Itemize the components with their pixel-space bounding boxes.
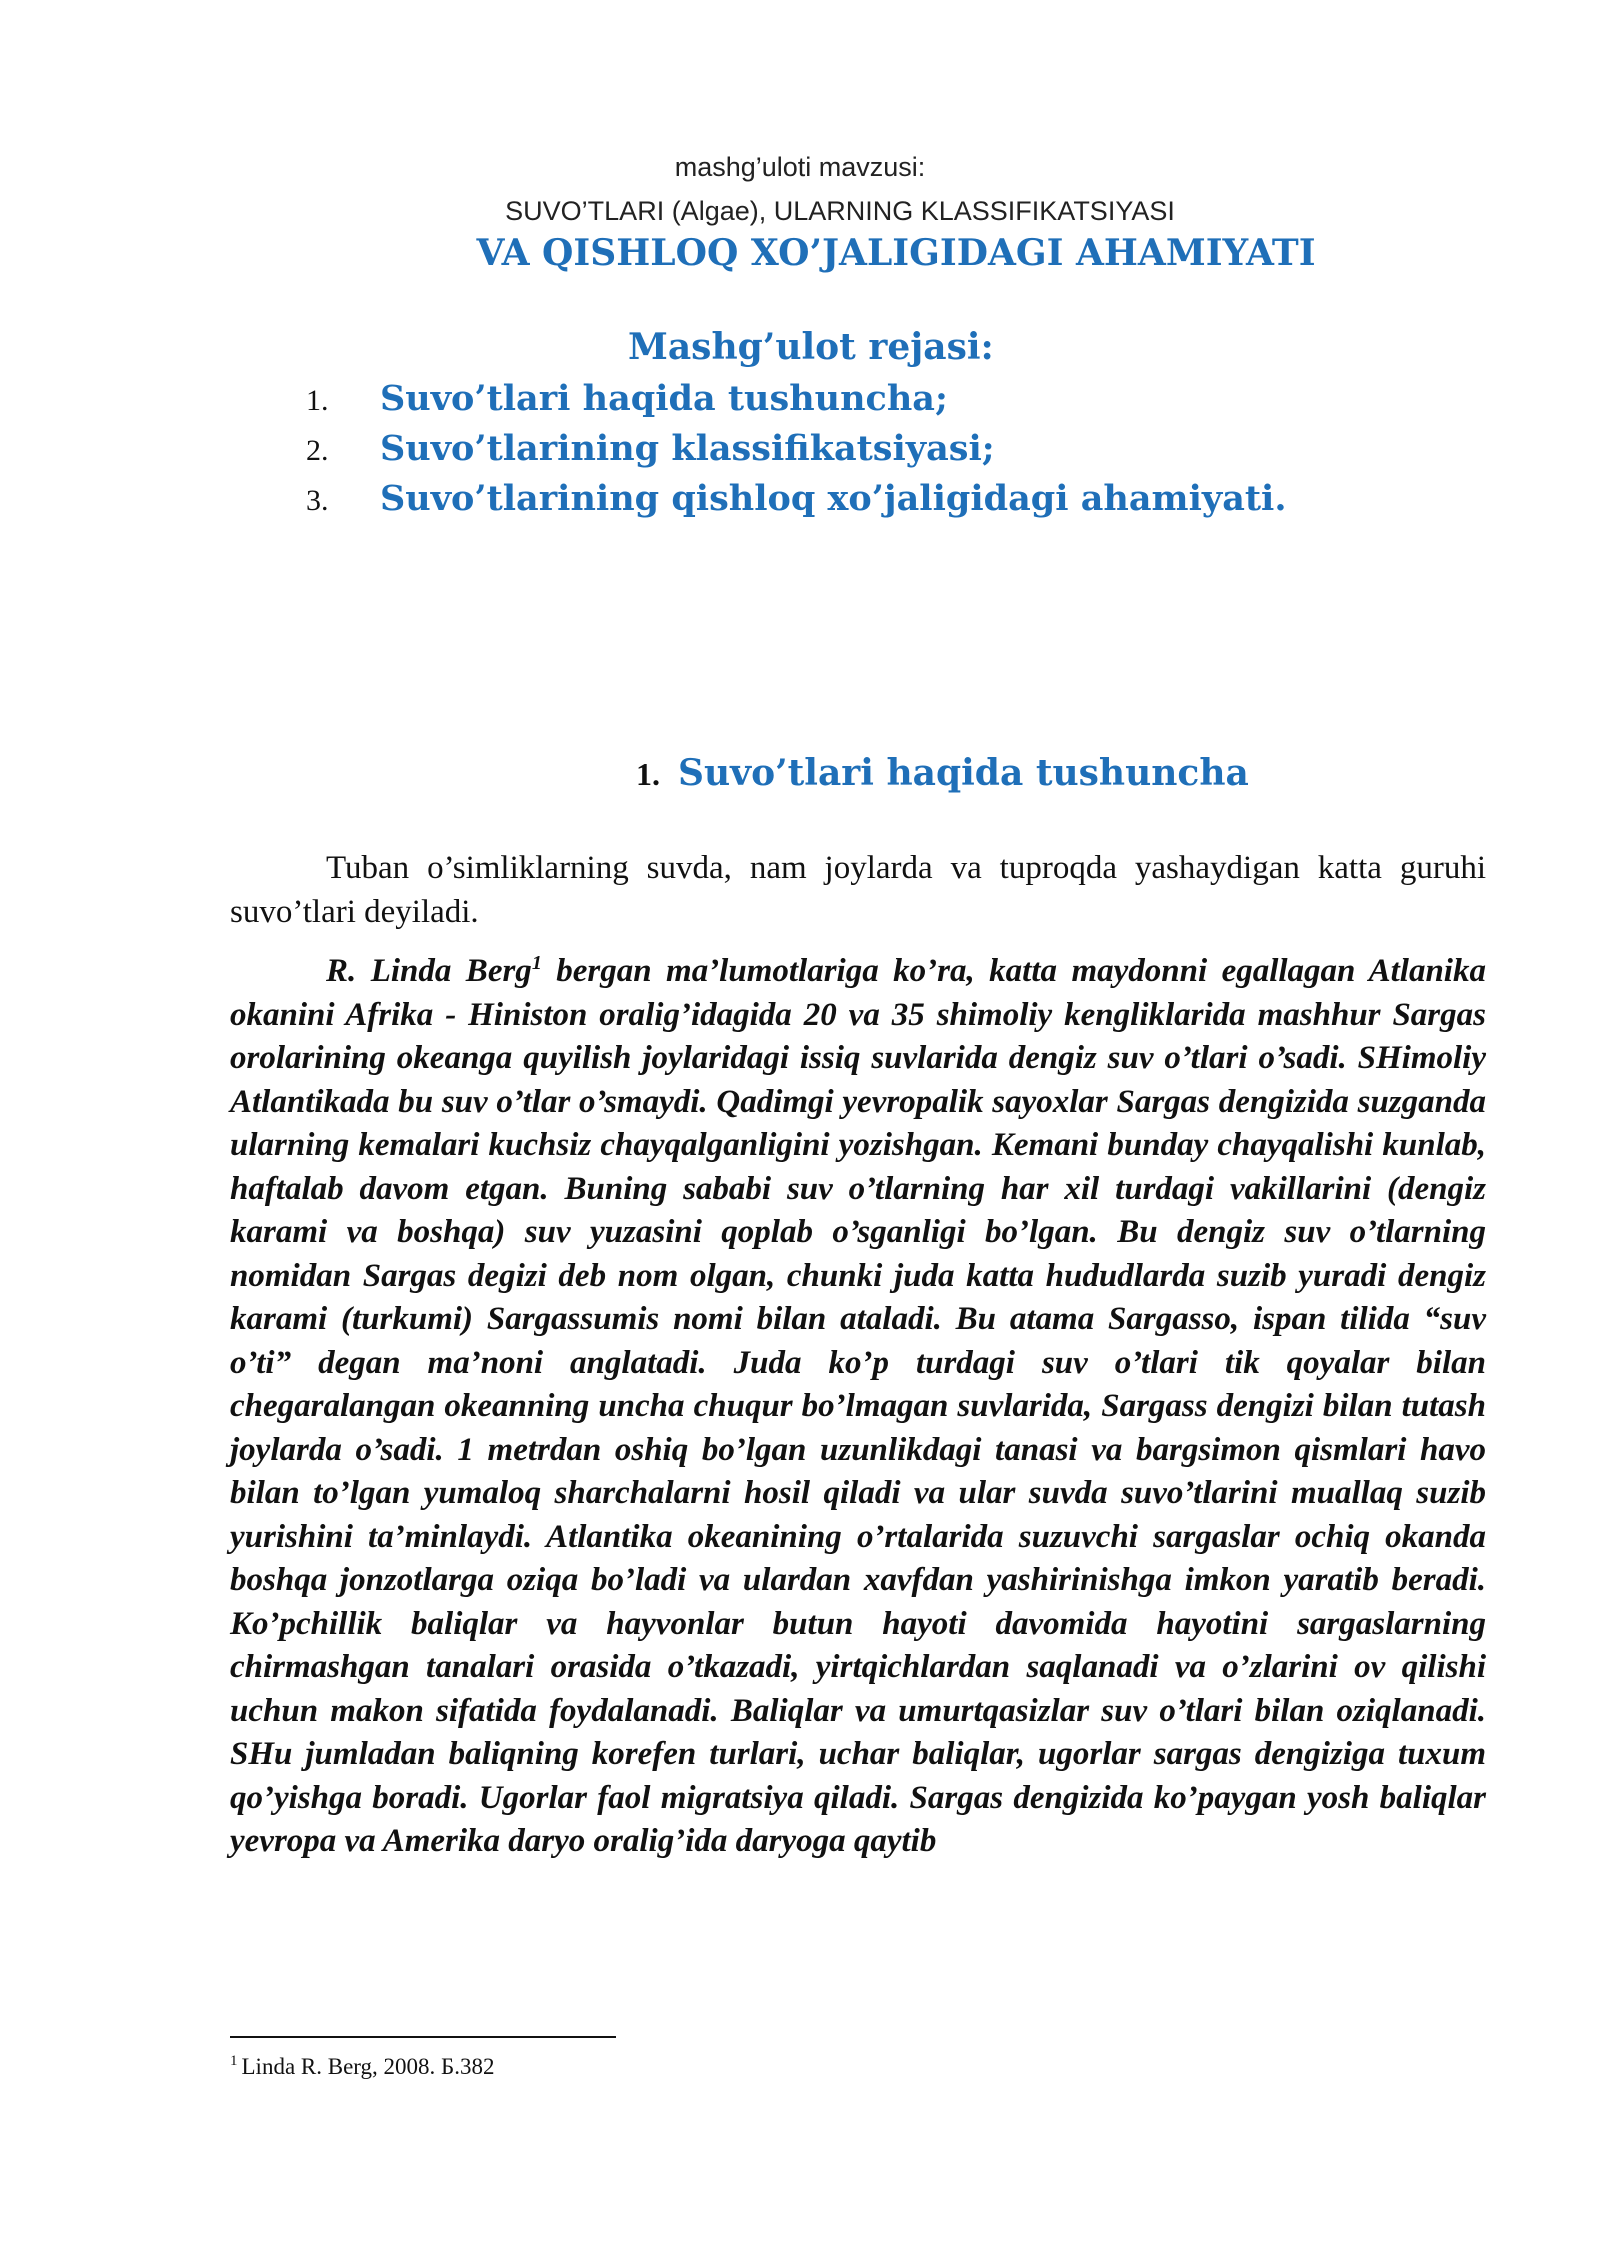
plan-item-1 bbox=[306, 374, 1287, 424]
plan-item-2 bbox=[306, 424, 1287, 474]
plan-item-number: 1. bbox=[306, 384, 329, 417]
footnote-separator bbox=[230, 2036, 616, 2038]
plan-item-text: Suvo’tlari haqida tushuncha; bbox=[380, 378, 948, 419]
lesson-topic-subtitle: SUVO’TLARI (Algae), ULARNING KLASSIFIKATSIYASI bbox=[505, 196, 1175, 226]
footnote-reference: 1 bbox=[531, 952, 542, 974]
plan-list bbox=[306, 374, 1287, 524]
plan-item-text: Suvo’tlarining qishloq xo’jaligidagi ahamiyati. bbox=[380, 478, 1287, 519]
plan-item-number: 2. bbox=[306, 434, 329, 467]
section-heading bbox=[636, 752, 1249, 794]
section-number: 1. bbox=[636, 756, 660, 792]
main-paragraph-lead: R. Linda Berg bbox=[326, 953, 532, 989]
section-title: Suvo’tlari haqida tushuncha bbox=[678, 752, 1249, 794]
plan-item-3 bbox=[306, 474, 1287, 524]
footnote-mark: 1 bbox=[230, 2053, 238, 2070]
plan-item-text: Suvo’tlarining klassifikatsiyasi; bbox=[380, 428, 995, 469]
lesson-topic-title: VA QISHLOQ XO’JALIGIDAGI AHAMIYATI bbox=[476, 232, 1316, 274]
footnote-text: Linda R. Berg, 2008. Б.382 bbox=[241, 2054, 495, 2079]
plan-heading: Mashg’ulot rejasi: bbox=[628, 326, 994, 368]
main-paragraph bbox=[230, 950, 1486, 1864]
main-paragraph-text: bergan ma’lumotlariga ko’ra, katta maydonni egallagan Atlanika okanini Afrika - Hiniston oralig’idagida 20 va 35 shimoliy kengliklarida mashhur Sargas orolarining okeanga quyilish joylaridagi issiq suvlarida dengiz suv o’tlari o’sadi. SHimoliy Atlantikada bu suv o’tlar o’smaydi. Qadimgi yevropalik sayoxlar Sargas dengizida suzganda ularning kemalari kuchsiz chayqalganligini yozishgan. Kemani bunday chayqalishi kunlab, haftalab davom etgan. Buning sababi suv o’tlarning har xil turdagi vakillarini (dengiz karami va boshqa) suv yuzasini qoplab o’sganligi bo’lgan. Bu dengiz suv o’tlarning nomidan Sargas degizi deb nom olgan, chunki juda katta hududlarda suzib yuradi dengiz karami (turkumi) Sargassumis nomi bilan ataladi. Bu atama Sargasso, ispan tilida “suv o’ti” degan ma’noni anglatadi. Juda ko’p turdagi suv o’tlari tik qoyalar bilan chegaralangan okeanning uncha chuqur bo’lmagan suvlarida, Sargass dengizi bilan tutash joylarda o’sadi. 1 metrdan oshiq bo’lgan uzunlikdagi tanasi va bargsimon qismlari havo bilan to’lgan yumaloq sharchalarni hosil qiladi va ular suvda suvo’tlarini muallaq suzib yurishini ta’minlaydi. Atlantika okeanining o’rtalarida suzuvchi sargaslar ochiq okanda boshqa jonzotlarga oziqa bo’ladi va ulardan xavfdan yashirinishga imkon yaratib beradi. Ko’pchillik baliqlar va hayvonlar butun hayoti davomida hayotini sargaslarning chirmashgan tanalari orasida o’tkazadi, yirtqichlardan saqlanadi va o’zlarini ov qilishi uchun makon sifatida foydalanadi. Baliqlar va umurtqasizlar suv o’tlari bilan oziqlanadi. SHu jumladan baliqning korefen turlari, uchar baliqlar, ugorlar sargas dengiziga tuxum qo’yishga boradi. Ugorlar faol migratsiya qiladi. Sargas dengizida ko’paygan yosh baliqlar yevropa va Amerika daryo oralig’ida daryoga qaytib bbox=[230, 953, 1486, 1859]
intro-paragraph: Tuban o’simliklarning suvda, nam joylarda va tuproqda yashaydigan katta guruhi suvo’tlari deyiladi. bbox=[230, 850, 1486, 930]
plan-item-number: 3. bbox=[306, 484, 329, 517]
lesson-topic-label: mashg’uloti mavzusi: bbox=[674, 152, 926, 182]
footnote bbox=[230, 2054, 495, 2080]
